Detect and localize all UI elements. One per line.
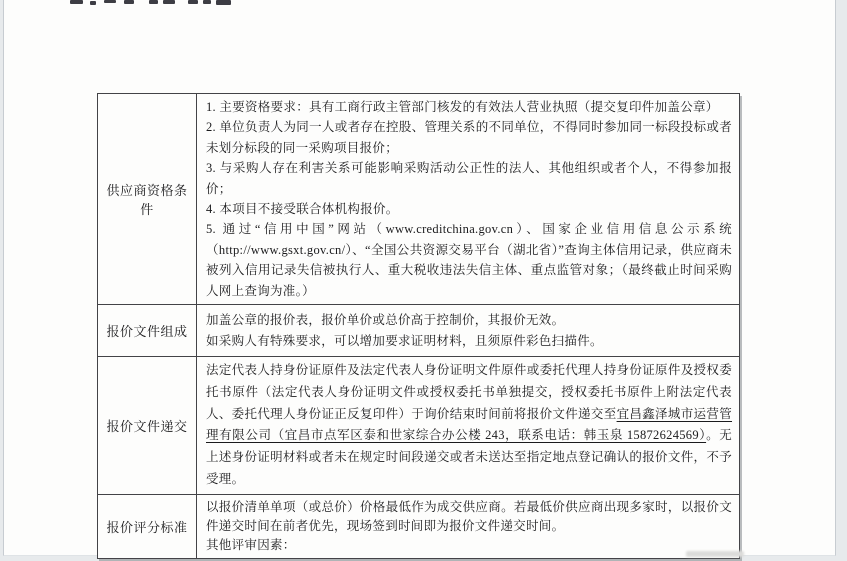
cut-off-glyph-mark <box>216 0 231 5</box>
cut-off-glyph-mark <box>188 0 198 4</box>
composition-line-2: 如采购人有特殊要求，可以增加要求证明材料，且须原件彩色扫描件。 <box>206 333 603 348</box>
submission-text-before: 法定代表人持身份证原件及法定代表人身份证明文件原件或委托代理人持身份证原件及授权委托书原件（法定代表人身份证明文件或授权委托书单独提交，授权委托书原件上附法定代表人、委托代理人身份证正反复印件）于询价结束时间前将报价文件递交至 <box>206 363 732 421</box>
table-row-scoring-standard <box>98 494 740 559</box>
cut-off-text-remnant <box>70 0 231 6</box>
document-page <box>3 0 836 556</box>
row-content-scoring-standard <box>197 494 740 559</box>
qualification-item-3: 3. 与采购人存在利害关系可能影响采购活动公正性的法人、其他组织或者个人，不得参加报价； <box>206 161 732 196</box>
row-label-quotation-composition: 报价文件组成 <box>98 305 197 357</box>
qualification-item-2: 2. 单位负责人为同一人或者存在控股、管理关系的不同单位，不得同时参加同一标段投标或者未划分标段的同一采购项目报价； <box>206 120 732 155</box>
submission-paragraph <box>206 360 732 491</box>
cut-off-glyph-mark <box>90 1 96 5</box>
qualification-item-5: 5. 通过“信用中国”网站（www.creditchina.gov.cn）、国家企业信用信息公示系统（http://www.gsxt.gov.cn/）、“全国公共资源交易平台（湖北省）”查询主体信用记录，供应商未被列入信用记录失信被执行人、重大税收违法失信主体、重点监管对象；（最终截止时间采购人网上查询为准。） <box>206 222 732 298</box>
scoring-line-1: 以报价清单单项（或总价）价格最低作为成交供应商。若最低价供应商出现多家时，以报价文件递交时间在前者优先，现场签到时间即为报价文件递交时间。 <box>206 499 732 534</box>
row-content-quotation-composition <box>197 305 740 357</box>
row-label-supplier-qualification: 供应商资格条件 <box>98 94 197 305</box>
table-row-quotation-composition <box>98 305 740 357</box>
composition-line-1: 加盖公章的报价表，报价单价或总价高于控制价，其报价无效。 <box>206 312 565 327</box>
cut-off-glyph-mark <box>163 0 175 4</box>
table-row-quotation-submission <box>98 357 740 495</box>
row-label-quotation-submission: 报价文件递交 <box>98 357 197 495</box>
cut-off-glyph-mark <box>70 0 83 4</box>
submission-address-underlined: 宜昌鑫泽城市运营管理有限公司（宜昌市点军区泰和世家综合办公楼 243，联系电话：韩玉泉 15872624569） <box>206 406 733 443</box>
row-label-scoring-standard: 报价评分标准 <box>98 494 197 559</box>
cut-off-glyph-mark <box>149 0 158 4</box>
scan-smudge <box>686 551 744 557</box>
cut-off-glyph-mark <box>203 0 211 4</box>
cut-off-glyph-mark <box>104 0 116 3</box>
procurement-conditions-table <box>97 93 740 559</box>
cut-off-glyph-mark <box>124 0 134 4</box>
table-row-supplier-qualification <box>98 94 740 305</box>
submission-text-after: 。无上述身份证明材料或者未在规定时间段递交或者未送达至指定地点登记确认的报价文件，不予受理。 <box>206 428 732 487</box>
qualification-item-4: 4. 本项目不接受联合体机构报价。 <box>206 202 399 217</box>
scoring-line-2: 其他评审因素： <box>206 538 296 553</box>
qualification-item-1: 1. 主要资格要求：具有工商行政主管部门核发的有效法人营业执照（提交复印件加盖公章） <box>206 100 719 114</box>
row-content-quotation-submission <box>197 357 740 495</box>
row-content-supplier-qualification <box>197 94 740 305</box>
